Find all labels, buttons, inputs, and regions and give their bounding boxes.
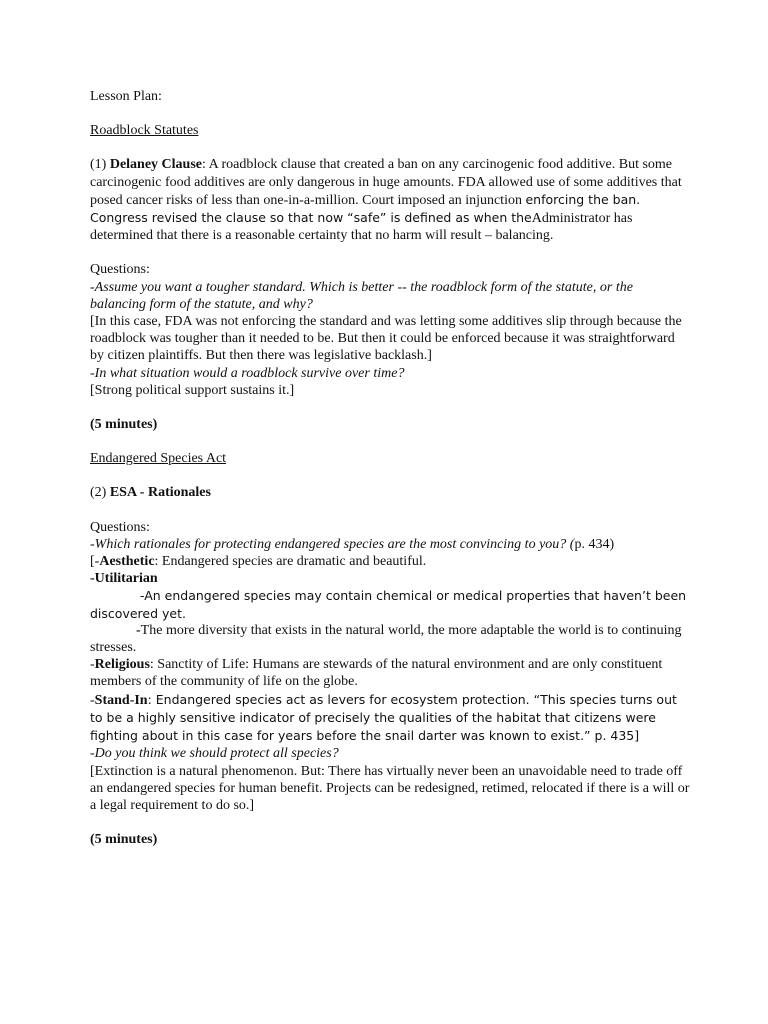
religious-body: : Sanctity of Life: Humans are stewards of the natural environment and are only constituent members of the community of life on the globe. (90, 657, 663, 690)
question-1: -Assume you want a tougher standard. Which is better -- the roadblock form of the statute, or the balancing form of the statute, and why? (90, 279, 633, 312)
question-2: -In what situation would a roadblock survive over time? (90, 365, 405, 381)
section-heading-roadblock: Roadblock Statutes (90, 123, 199, 139)
page-ref: p. 434) (574, 536, 615, 552)
item-number: (1) (90, 157, 110, 173)
dash: - (90, 571, 95, 587)
rationale-religious (90, 656, 690, 690)
aesthetic-body: : Endangered species are dramatic and beautiful. (154, 554, 427, 570)
aesthetic-term: Aesthetic (99, 554, 155, 570)
delaney-body-sans: enforcing the ban. Congress revised the clause so that now “safe” is defined as when the (90, 191, 641, 226)
utilitarian-point-1-cont: discovered yet. (90, 605, 186, 621)
rationale-utilitarian (90, 570, 690, 587)
questions-label: Questions: (90, 262, 150, 278)
questions-label: Questions: (90, 519, 150, 535)
utilitarian-point-1: -An endangered species may contain chemical or medical properties that haven’t been (140, 588, 687, 604)
delaney-body-end: Administrator has determined that there is a reasonable certainty that no harm will result – balancing. (90, 211, 633, 244)
delaney-paragraph (90, 156, 690, 244)
utilitarian-term: Utilitarian (94, 571, 158, 587)
esa-title (90, 484, 690, 501)
doc-title: Lesson Plan: (90, 89, 162, 104)
dash: - (90, 692, 95, 708)
rationale-stand-in (90, 691, 690, 746)
stand-in-term: Stand-In (94, 692, 148, 708)
bracket: [- (90, 554, 100, 570)
document-body (90, 88, 690, 848)
delaney-body: : A roadblock clause that created a ban on any carcinogenic food additive. But some carcinogenic food additives are only dangerous in huge amounts. FDA allowed use of some additives that posed cancer risks of less than one-in-a-million. Court imposed an injunction (90, 157, 682, 208)
utilitarian-point-2 (90, 622, 690, 656)
time-label: (5 minutes) (90, 832, 158, 848)
answer-all-species: [Extinction is a natural phenomenon. But: There has virtually never been an unavoidable need to trade off an endangered species for human benefit. Projects can be redesigned, retimed, relocated if there is a will or a legal requirement to do so.] (90, 763, 690, 813)
esa-title-text: ESA - Rationales (109, 485, 211, 501)
answer-1: [In this case, FDA was not enforcing the standard and was letting some additives slip through because the roadblock was tougher than it needed to be. But then it could be enforced because it was straightforward by citizen plaintiffs. But then there was legislative backlash.] (90, 314, 682, 364)
answer-2: [Strong political support sustains it.] (90, 382, 295, 398)
delaney-term: Delaney Clause (109, 157, 202, 173)
dash: - (90, 657, 95, 673)
dash: - (136, 622, 141, 638)
section-heading-esa: Endangered Species Act (90, 451, 227, 467)
utilitarian-point-2-text: The more diversity that exists in the natural world, the more adaptable the world is to continuing stresses. (90, 622, 682, 656)
question-rationales-text: -Which rationales for protecting endangered species are the most convincing to you? ( (90, 536, 575, 552)
rationale-aesthetic (90, 553, 690, 570)
question-all-species: -Do you think we should protect all species? (90, 746, 339, 762)
time-label: (5 minutes) (90, 417, 158, 433)
question-rationales (90, 536, 690, 553)
stand-in-body: : Endangered species act as levers for ecosystem protection. “This species turns out to be a highly sensitive indicator of precisely the qualities of the habitat that citizens were fighting about in this case for years before the snail darter was known to exist.” p. 435] (90, 691, 677, 744)
item-number: (2) (90, 485, 110, 501)
religious-term: Religious (94, 657, 150, 673)
